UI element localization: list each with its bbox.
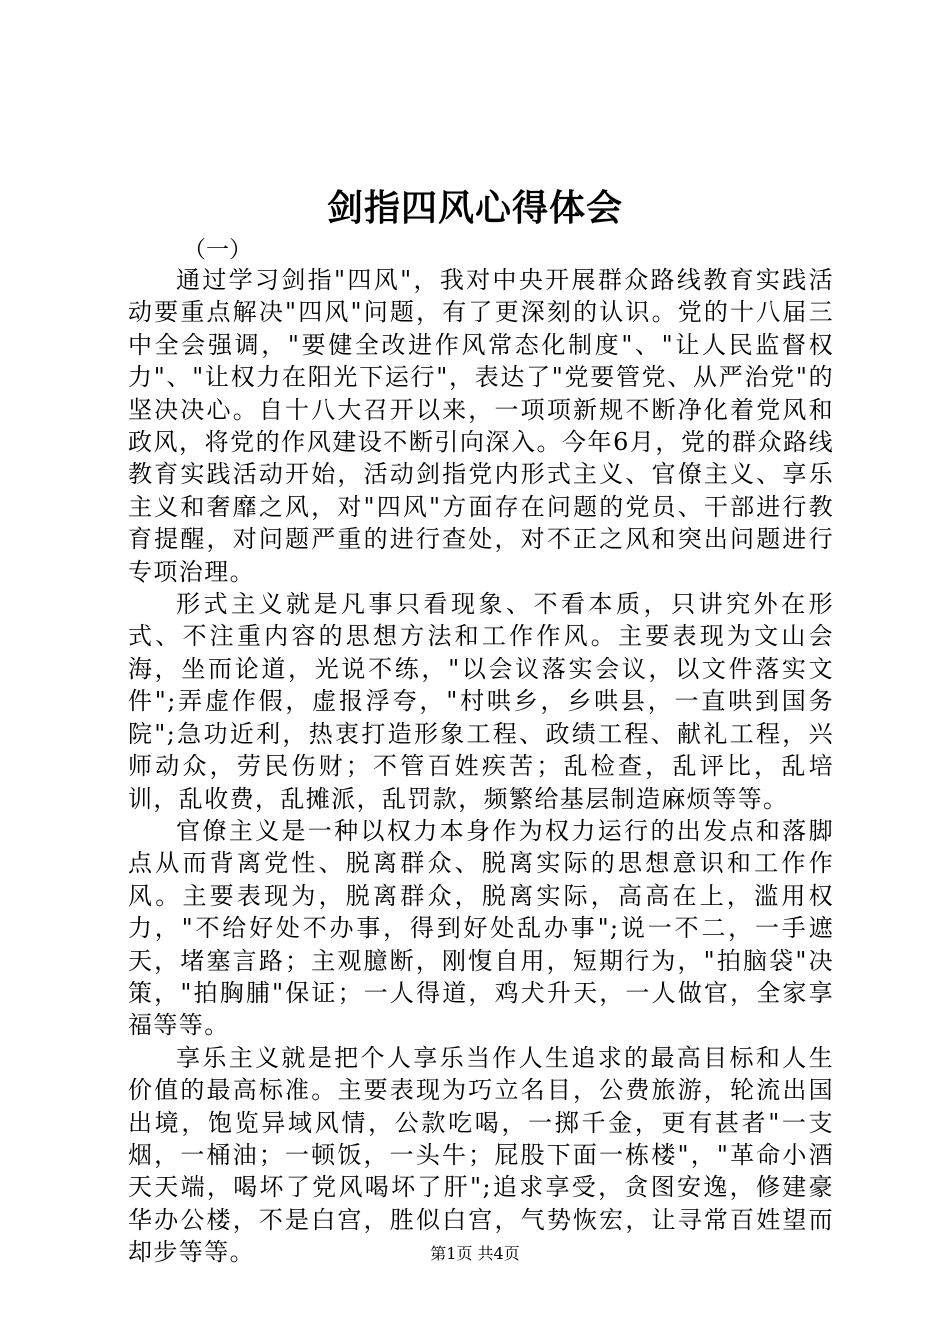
document-title: 剑指四风心得体会	[326, 187, 623, 229]
document-body	[128, 264, 834, 1269]
section-label: （一）	[183, 237, 252, 263]
paragraph-bureaucratism: 官僚主义是一种以权力本身作为权力运行的出发点和落脚点从而背离党性、脱离群众、脱离实际的思想意识和工作作风。主要表现为，脱离群众，脱离实际，高高在上，滥用权力，"不给好处不办事，得到好处乱办事";说一不二，一手遮天，堵塞言路；主观臆断，刚愎自用，短期行为，"拍脑袋"决策，"拍胸脯"保证；一人得道，鸡犬升天，一人做官，全家享福等等。	[128, 816, 834, 1040]
paragraph-intro: 通过学习剑指"四风"，我对中央开展群众路线教育实践活动要重点解决"四风"问题，有了更深刻的认识。党的十八届三中全会强调，"要健全改进作风常态化制度"、"让人民监督权力"、"让权力在阳光下运行"，表达了"党要管党、从严治党"的坚决决心。自十八大召开以来，一项项新规不断净化着党风和政风，将党的作风建设不断引向深入。今年6月，党的群众路线教育实践活动开始，活动剑指党内形式主义、官僚主义、享乐主义和奢靡之风，对"四风"方面存在问题的党员、干部进行教育提醒，对问题严重的进行查处，对不正之风和突出问题进行专项治理。	[128, 266, 834, 586]
paragraph-hedonism: 享乐主义就是把个人享乐当作人生追求的最高目标和人生价值的最高标准。主要表现为巧立名目，公费旅游，轮流出国出境，饱览异域风情，公款吃喝，一掷千金，更有甚者"一支烟，一桶油；一顿饭，一头牛；屁股下面一栋楼"，"革命小酒天天端，喝坏了党风喝坏了肝";追求享受，贪图安逸，修建豪华办公楼，不是白宫，胜似白宫，气势恢宏，让寻常百姓望而却步等等。	[128, 1043, 834, 1267]
paragraph-formalism: 形式主义就是凡事只看现象、不看本质，只讲究外在形式、不注重内容的思想方法和工作作风。主要表现为文山会海，坐而论道，光说不练，"以会议落实会议，以文件落实文件";弄虚作假，虚报浮夸，"村哄乡，乡哄县，一直哄到国务院";急功近利，热衷打造形象工程、政绩工程、献礼工程，兴师动众，劳民伤财；不管百姓疾苦；乱检查，乱评比，乱培训，乱收费，乱摊派，乱罚款，频繁给基层制造麻烦等等。	[128, 590, 834, 813]
page-number-footer: 第1页 共4页	[430, 1244, 520, 1263]
